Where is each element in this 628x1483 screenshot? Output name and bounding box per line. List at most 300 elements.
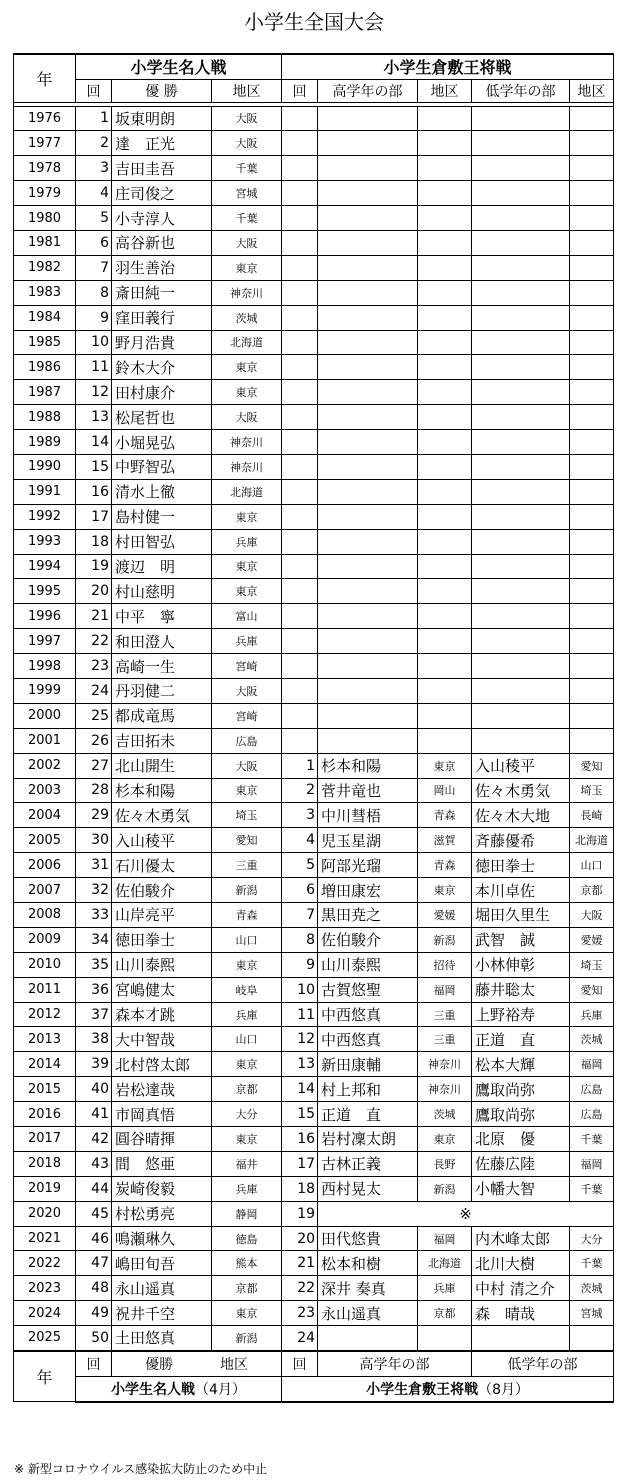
table-row — [14, 703, 614, 728]
kurashiki-round-cell — [282, 430, 318, 455]
table-row — [14, 952, 614, 977]
meijin-winner-cell: 羽生善治 — [112, 255, 212, 280]
kurashiki-round-cell: 24 — [282, 1326, 318, 1351]
upper-winner-cell — [318, 529, 418, 554]
upper-winner-cell: 松本和樹 — [318, 1251, 418, 1276]
meijin-round-cell: 6 — [76, 230, 112, 255]
upper-area-cell — [418, 654, 472, 679]
meijin-round-cell: 33 — [76, 903, 112, 928]
meijin-area-cell: 大阪 — [212, 131, 282, 156]
meijin-winner-cell: 間 悠亜 — [112, 1151, 212, 1176]
upper-winner-cell: 中川彗梧 — [318, 803, 418, 828]
table-row — [14, 828, 614, 853]
kurashiki-round-cell — [282, 156, 318, 181]
meijin-round-cell: 39 — [76, 1052, 112, 1077]
table-row — [14, 181, 614, 206]
lower-winner-cell: 鷹取尚弥 — [472, 1077, 570, 1102]
lower-area-cell — [570, 131, 614, 156]
meijin-round-cell: 48 — [76, 1276, 112, 1301]
upper-winner-cell — [318, 280, 418, 305]
lower-area-cell — [570, 305, 614, 330]
lower-area-cell — [570, 554, 614, 579]
upper-area-cell: 岡山 — [418, 778, 472, 803]
upper-winner-cell: 中西悠真 — [318, 1002, 418, 1027]
year-cell: 2007 — [14, 878, 76, 903]
kurashiki-round-cell — [282, 230, 318, 255]
kurashiki-round-cell — [282, 305, 318, 330]
kurashiki-round-cell: 7 — [282, 903, 318, 928]
upper-area-cell: 青森 — [418, 853, 472, 878]
meijin-area-cell: 福井 — [212, 1151, 282, 1176]
meijin-area-cell: 東京 — [212, 579, 282, 604]
upper-area-cell — [418, 181, 472, 206]
header-chiku-lower: 地区 — [570, 79, 614, 102]
meijin-area-cell: 東京 — [212, 255, 282, 280]
year-cell: 2012 — [14, 1002, 76, 1027]
meijin-area-cell: 大阪 — [212, 230, 282, 255]
lower-area-cell: 福岡 — [570, 1151, 614, 1176]
year-cell: 2018 — [14, 1151, 76, 1176]
lower-area-cell: 広島 — [570, 1077, 614, 1102]
lower-winner-cell — [472, 280, 570, 305]
year-cell: 2002 — [14, 753, 76, 778]
meijin-area-cell: 兵庫 — [212, 629, 282, 654]
meijin-winner-cell: 達 正光 — [112, 131, 212, 156]
meijin-winner-cell: 丹羽健二 — [112, 678, 212, 703]
meijin-area-cell: 東京 — [212, 1301, 282, 1326]
footer-upper: 高学年の部 — [318, 1351, 472, 1377]
kurashiki-round-cell: 5 — [282, 853, 318, 878]
year-cell: 2010 — [14, 952, 76, 977]
year-cell: 2025 — [14, 1326, 76, 1351]
table-row — [14, 1027, 614, 1052]
lower-winner-cell — [472, 131, 570, 156]
meijin-round-cell: 37 — [76, 1002, 112, 1027]
lower-area-cell — [570, 280, 614, 305]
meijin-winner-cell: 北山開生 — [112, 753, 212, 778]
footer-meijin — [76, 1377, 282, 1402]
upper-area-cell: 滋賀 — [418, 828, 472, 853]
lower-winner-cell: 小林伸彰 — [472, 952, 570, 977]
upper-area-cell: 神奈川 — [418, 1077, 472, 1102]
lower-winner-cell: 斉藤優希 — [472, 828, 570, 853]
meijin-winner-cell: 吉田圭吾 — [112, 156, 212, 181]
meijin-area-cell: 岐阜 — [212, 977, 282, 1002]
footer-kai2: 回 — [282, 1351, 318, 1377]
meijin-area-cell: 兵庫 — [212, 1002, 282, 1027]
year-cell: 1980 — [14, 206, 76, 231]
upper-area-cell — [418, 554, 472, 579]
lower-winner-cell: 北川大樹 — [472, 1251, 570, 1276]
meijin-round-cell: 20 — [76, 579, 112, 604]
lower-area-cell — [570, 330, 614, 355]
lower-winner-cell — [472, 604, 570, 629]
meijin-winner-cell: 岩松達哉 — [112, 1077, 212, 1102]
lower-area-cell — [570, 604, 614, 629]
year-cell: 1986 — [14, 355, 76, 380]
meijin-area-cell: 北海道 — [212, 330, 282, 355]
table-row — [14, 778, 614, 803]
upper-area-cell — [418, 703, 472, 728]
lower-winner-cell: 小幡大智 — [472, 1176, 570, 1201]
meijin-winner-cell: 窪田義行 — [112, 305, 212, 330]
kurashiki-round-cell: 16 — [282, 1127, 318, 1152]
footer-lower: 低学年の部 — [472, 1351, 614, 1377]
year-cell: 2019 — [14, 1176, 76, 1201]
year-cell: 2021 — [14, 1226, 76, 1251]
year-cell: 2009 — [14, 927, 76, 952]
meijin-area-cell: 大阪 — [212, 405, 282, 430]
meijin-round-cell: 21 — [76, 604, 112, 629]
table-row — [14, 629, 614, 654]
table-row — [14, 728, 614, 753]
year-cell: 2023 — [14, 1276, 76, 1301]
upper-area-cell — [418, 206, 472, 231]
kurashiki-round-cell — [282, 604, 318, 629]
upper-area-cell: 東京 — [418, 878, 472, 903]
footer-meijin-month: （4月） — [195, 1381, 246, 1398]
lower-winner-cell — [472, 703, 570, 728]
table-row — [14, 1052, 614, 1077]
lower-area-cell — [570, 1326, 614, 1351]
footer-kurashiki-title: 小学生倉敷王将戦 — [366, 1381, 479, 1398]
meijin-winner-cell: 佐々木勇気 — [112, 803, 212, 828]
table-row — [14, 355, 614, 380]
year-cell: 1995 — [14, 579, 76, 604]
meijin-area-cell: 千葉 — [212, 206, 282, 231]
lower-winner-cell — [472, 181, 570, 206]
lower-winner-cell: 佐々木大地 — [472, 803, 570, 828]
lower-winner-cell: 森 晴哉 — [472, 1301, 570, 1326]
footer-chiku: 地区 — [219, 1356, 248, 1373]
lower-area-cell: 千葉 — [570, 1176, 614, 1201]
table-row — [14, 579, 614, 604]
table-row — [14, 1226, 614, 1251]
meijin-round-cell: 16 — [76, 479, 112, 504]
meijin-winner-cell: 石川優太 — [112, 853, 212, 878]
table-row — [14, 330, 614, 355]
table-row — [14, 803, 614, 828]
lower-winner-cell — [472, 405, 570, 430]
upper-winner-cell — [318, 355, 418, 380]
table-row — [14, 405, 614, 430]
upper-area-cell — [418, 430, 472, 455]
meijin-area-cell: 山口 — [212, 1027, 282, 1052]
upper-winner-cell: 田代悠貴 — [318, 1226, 418, 1251]
kurashiki-round-cell — [282, 654, 318, 679]
meijin-area-cell: 広島 — [212, 728, 282, 753]
meijin-area-cell: 京都 — [212, 1276, 282, 1301]
meijin-round-cell: 42 — [76, 1127, 112, 1152]
meijin-winner-cell: 庄司俊之 — [112, 181, 212, 206]
table-row — [14, 1251, 614, 1276]
year-cell: 2017 — [14, 1127, 76, 1152]
kurashiki-round-cell: 17 — [282, 1151, 318, 1176]
upper-winner-cell — [318, 1326, 418, 1351]
lower-winner-cell — [472, 330, 570, 355]
meijin-area-cell: 京都 — [212, 1077, 282, 1102]
lower-area-cell: 宮城 — [570, 1301, 614, 1326]
meijin-area-cell: 新潟 — [212, 878, 282, 903]
upper-winner-cell: 古林正義 — [318, 1151, 418, 1176]
meijin-winner-cell: 佐伯駿介 — [112, 878, 212, 903]
lower-area-cell: 千葉 — [570, 1251, 614, 1276]
meijin-area-cell: 兵庫 — [212, 1176, 282, 1201]
lower-winner-cell — [472, 629, 570, 654]
upper-winner-cell — [318, 181, 418, 206]
kurashiki-round-cell — [282, 529, 318, 554]
upper-area-cell — [418, 280, 472, 305]
table-row — [14, 853, 614, 878]
lower-winner-cell — [472, 579, 570, 604]
lower-winner-cell — [472, 654, 570, 679]
meijin-winner-cell: 大中智哉 — [112, 1027, 212, 1052]
footer-kai: 回 — [76, 1351, 112, 1377]
meijin-round-cell: 43 — [76, 1151, 112, 1176]
table-row — [14, 230, 614, 255]
upper-winner-cell: 永山遥真 — [318, 1301, 418, 1326]
upper-winner-cell: 正道 直 — [318, 1102, 418, 1127]
upper-winner-cell: 佐伯駿介 — [318, 927, 418, 952]
meijin-round-cell: 26 — [76, 728, 112, 753]
meijin-area-cell: 東京 — [212, 554, 282, 579]
meijin-winner-cell: 祝井千空 — [112, 1301, 212, 1326]
meijin-winner-cell: 市岡真悟 — [112, 1102, 212, 1127]
year-cell: 1997 — [14, 629, 76, 654]
upper-winner-cell: 黒田尭之 — [318, 903, 418, 928]
kurashiki-round-cell: 14 — [282, 1077, 318, 1102]
meijin-area-cell: 神奈川 — [212, 280, 282, 305]
upper-area-cell — [418, 529, 472, 554]
table-row — [14, 1276, 614, 1301]
table-row — [14, 156, 614, 181]
header-upper: 高学年の部 — [318, 79, 418, 102]
meijin-area-cell: 宮崎 — [212, 654, 282, 679]
table-row — [14, 380, 614, 405]
kurashiki-round-cell — [282, 728, 318, 753]
lower-area-cell — [570, 654, 614, 679]
meijin-area-cell: 大分 — [212, 1102, 282, 1127]
header-chiku-upper: 地区 — [418, 79, 472, 102]
table-row — [14, 280, 614, 305]
upper-winner-cell — [318, 479, 418, 504]
year-cell: 1988 — [14, 405, 76, 430]
kurashiki-round-cell — [282, 579, 318, 604]
lower-winner-cell — [472, 255, 570, 280]
kurashiki-round-cell — [282, 355, 318, 380]
table-row — [14, 678, 614, 703]
meijin-winner-cell: 小堀晃弘 — [112, 430, 212, 455]
footer-kurashiki-month: （8月） — [478, 1381, 529, 1398]
kurashiki-round-cell — [282, 280, 318, 305]
meijin-round-cell: 25 — [76, 703, 112, 728]
meijin-winner-cell: 松尾哲也 — [112, 405, 212, 430]
kurashiki-round-cell: 13 — [282, 1052, 318, 1077]
meijin-winner-cell: 山川泰熙 — [112, 952, 212, 977]
lower-area-cell: 千葉 — [570, 1127, 614, 1152]
meijin-winner-cell: 斎田純一 — [112, 280, 212, 305]
meijin-area-cell: 北海道 — [212, 479, 282, 504]
upper-winner-cell: 増田康宏 — [318, 878, 418, 903]
meijin-area-cell: 山口 — [212, 927, 282, 952]
table-row — [14, 1077, 614, 1102]
lower-winner-cell — [472, 504, 570, 529]
lower-winner-cell — [472, 156, 570, 181]
upper-area-cell: 福岡 — [418, 977, 472, 1002]
meijin-winner-cell: 清水上徹 — [112, 479, 212, 504]
lower-winner-cell — [472, 529, 570, 554]
kurashiki-round-cell: 10 — [282, 977, 318, 1002]
table-row — [14, 1326, 614, 1351]
meijin-round-cell: 49 — [76, 1301, 112, 1326]
table-row — [14, 1201, 614, 1226]
meijin-area-cell: 大阪 — [212, 678, 282, 703]
meijin-area-cell: 東京 — [212, 952, 282, 977]
meijin-area-cell: 大阪 — [212, 106, 282, 131]
meijin-winner-cell: 徳田拳士 — [112, 927, 212, 952]
meijin-area-cell: 東京 — [212, 1127, 282, 1152]
table-row — [14, 479, 614, 504]
meijin-winner-cell: 鈴木大介 — [112, 355, 212, 380]
table-row — [14, 1151, 614, 1176]
upper-area-cell: 長野 — [418, 1151, 472, 1176]
meijin-round-cell: 5 — [76, 206, 112, 231]
meijin-round-cell: 35 — [76, 952, 112, 977]
upper-area-cell — [418, 504, 472, 529]
kurashiki-round-cell — [282, 255, 318, 280]
upper-area-cell — [418, 255, 472, 280]
lower-area-cell: 北海道 — [570, 828, 614, 853]
meijin-winner-cell: 坂東明朗 — [112, 106, 212, 131]
meijin-round-cell: 31 — [76, 853, 112, 878]
upper-area-cell: 青森 — [418, 803, 472, 828]
upper-winner-cell — [318, 330, 418, 355]
upper-winner-cell: 古賀悠聖 — [318, 977, 418, 1002]
lower-winner-cell — [472, 728, 570, 753]
lower-area-cell: 大分 — [570, 1226, 614, 1251]
meijin-area-cell: 三重 — [212, 853, 282, 878]
upper-winner-cell — [318, 703, 418, 728]
table-row — [14, 927, 614, 952]
year-cell: 2003 — [14, 778, 76, 803]
lower-area-cell: 愛知 — [570, 753, 614, 778]
header-kai: 回 — [76, 79, 112, 102]
year-cell: 2022 — [14, 1251, 76, 1276]
table-row — [14, 106, 614, 131]
upper-winner-cell — [318, 255, 418, 280]
lower-area-cell — [570, 703, 614, 728]
kurashiki-round-cell: 1 — [282, 753, 318, 778]
lower-area-cell: 長崎 — [570, 803, 614, 828]
meijin-round-cell: 47 — [76, 1251, 112, 1276]
meijin-round-cell: 15 — [76, 454, 112, 479]
meijin-round-cell: 18 — [76, 529, 112, 554]
upper-area-cell: 東京 — [418, 753, 472, 778]
meijin-winner-cell: 渡辺 明 — [112, 554, 212, 579]
upper-winner-cell: 中西悠真 — [318, 1027, 418, 1052]
lower-area-cell: 愛知 — [570, 977, 614, 1002]
meijin-round-cell: 50 — [76, 1326, 112, 1351]
lower-area-cell — [570, 454, 614, 479]
lower-winner-cell: 藤井聡太 — [472, 977, 570, 1002]
meijin-round-cell: 11 — [76, 355, 112, 380]
meijin-winner-cell: 小寺淳人 — [112, 206, 212, 231]
upper-area-cell: 北海道 — [418, 1251, 472, 1276]
lower-area-cell: 大阪 — [570, 903, 614, 928]
meijin-area-cell: 埼玉 — [212, 803, 282, 828]
upper-area-cell — [418, 1326, 472, 1351]
upper-area-cell: 福岡 — [418, 1226, 472, 1251]
meijin-area-cell: 徳島 — [212, 1226, 282, 1251]
year-cell: 1990 — [14, 454, 76, 479]
header-chiku: 地区 — [212, 79, 282, 102]
meijin-area-cell: 東京 — [212, 380, 282, 405]
year-cell: 2004 — [14, 803, 76, 828]
kurashiki-round-cell — [282, 206, 318, 231]
meijin-area-cell: 神奈川 — [212, 454, 282, 479]
kurashiki-round-cell — [282, 330, 318, 355]
table-row — [14, 529, 614, 554]
lower-winner-cell — [472, 1326, 570, 1351]
upper-area-cell: 茨城 — [418, 1102, 472, 1127]
lower-winner-cell: 北原 優 — [472, 1127, 570, 1152]
meijin-round-cell: 28 — [76, 778, 112, 803]
upper-winner-cell — [318, 380, 418, 405]
upper-winner-cell — [318, 554, 418, 579]
results-table — [13, 53, 614, 1403]
upper-area-cell: 京都 — [418, 1301, 472, 1326]
upper-area-cell — [418, 454, 472, 479]
year-cell: 2015 — [14, 1077, 76, 1102]
meijin-winner-cell: 圓谷晴揮 — [112, 1127, 212, 1152]
year-cell: 1994 — [14, 554, 76, 579]
kurashiki-round-cell: 12 — [282, 1027, 318, 1052]
upper-area-cell: 新潟 — [418, 1176, 472, 1201]
table-row — [14, 1176, 614, 1201]
table-row — [14, 206, 614, 231]
upper-winner-cell — [318, 654, 418, 679]
lower-area-cell: 山口 — [570, 853, 614, 878]
footer-kurashiki — [282, 1377, 614, 1402]
upper-winner-cell: 西村晃太 — [318, 1176, 418, 1201]
kurashiki-round-cell: 2 — [282, 778, 318, 803]
kurashiki-round-cell: 18 — [282, 1176, 318, 1201]
upper-winner-cell — [318, 604, 418, 629]
table-row — [14, 878, 614, 903]
meijin-round-cell: 44 — [76, 1176, 112, 1201]
year-cell: 1985 — [14, 330, 76, 355]
year-cell: 1983 — [14, 280, 76, 305]
upper-area-cell: 招待 — [418, 952, 472, 977]
meijin-winner-cell: 高崎一生 — [112, 654, 212, 679]
year-cell: 1979 — [14, 181, 76, 206]
lower-area-cell — [570, 206, 614, 231]
meijin-winner-cell: 永山遥真 — [112, 1276, 212, 1301]
header-kai2: 回 — [282, 79, 318, 102]
upper-winner-cell: 山川泰熙 — [318, 952, 418, 977]
meijin-round-cell: 32 — [76, 878, 112, 903]
lower-winner-cell: 中村 清之介 — [472, 1276, 570, 1301]
meijin-round-cell: 23 — [76, 654, 112, 679]
kurashiki-round-cell: 21 — [282, 1251, 318, 1276]
meijin-area-cell: 東京 — [212, 504, 282, 529]
lower-winner-cell: 入山稜平 — [472, 753, 570, 778]
upper-winner-cell — [318, 230, 418, 255]
table-row — [14, 1102, 614, 1127]
upper-winner-cell — [318, 629, 418, 654]
year-cell: 2000 — [14, 703, 76, 728]
kurashiki-round-cell: 11 — [282, 1002, 318, 1027]
